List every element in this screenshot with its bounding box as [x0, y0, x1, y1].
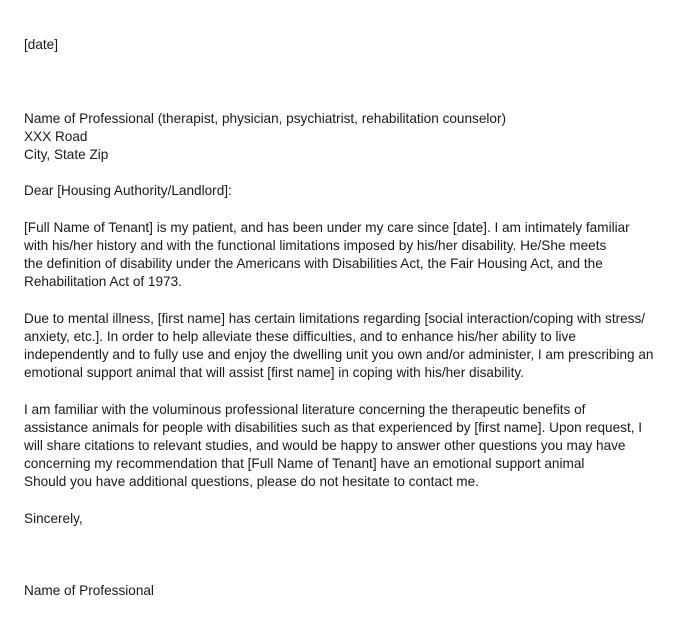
salutation: Dear [Housing Authority/Landlord]:: [24, 183, 232, 198]
paragraph-1-line: Rehabilitation Act of 1973.: [24, 274, 182, 289]
paragraph-1-line: [Full Name of Tenant] is my patient, and has been under my care since [date]. I am intimately familiar: [24, 220, 630, 235]
paragraph-1-line: the definition of disability under the Americans with Disabilities Act, the Fair Housing Act, and the: [24, 256, 603, 271]
sender-city-state-zip: City, State Zip: [24, 147, 109, 162]
paragraph-2-line: emotional support animal that will assist [first name] in coping with his/her disability.: [24, 365, 524, 380]
letter-date: [date]: [24, 37, 59, 52]
paragraph-3-line: will share citations to relevant studies, and would be happy to answer other questions you may have: [24, 438, 626, 453]
paragraph-3-line: assistance animals for people with disabilities such as that experienced by [first name]. Upon request, I: [24, 420, 643, 435]
paragraph-1-line: with his/her history and with the functional limitations imposed by his/her disability. He/She meets: [24, 238, 607, 253]
sender-street: XXX Road: [24, 129, 88, 144]
signature-name: Name of Professional: [24, 583, 154, 598]
paragraph-2-line: independently and to fully use and enjoy the dwelling unit you own and/or administer, I am prescribing an: [24, 347, 654, 362]
paragraph-3-line: I am familiar with the voluminous professional literature concerning the therapeutic benefits of: [24, 402, 586, 417]
closing: Sincerely,: [24, 511, 83, 526]
paragraph-2-line: anxiety, etc.]. In order to help alleviate these difficulties, and to enhance his/her ability to live: [24, 329, 576, 344]
paragraph-3-line: Should you have additional questions, please do not hesitate to contact me.: [24, 474, 479, 489]
sender-name: Name of Professional (therapist, physician, psychiatrist, rehabilitation counselor): [24, 111, 507, 126]
paragraph-2-line: Due to mental illness, [first name] has certain limitations regarding [social interaction/coping with stress/: [24, 311, 646, 326]
paragraph-3-line: concerning my recommendation that [Full Name of Tenant] have an emotional support animal: [24, 456, 585, 471]
